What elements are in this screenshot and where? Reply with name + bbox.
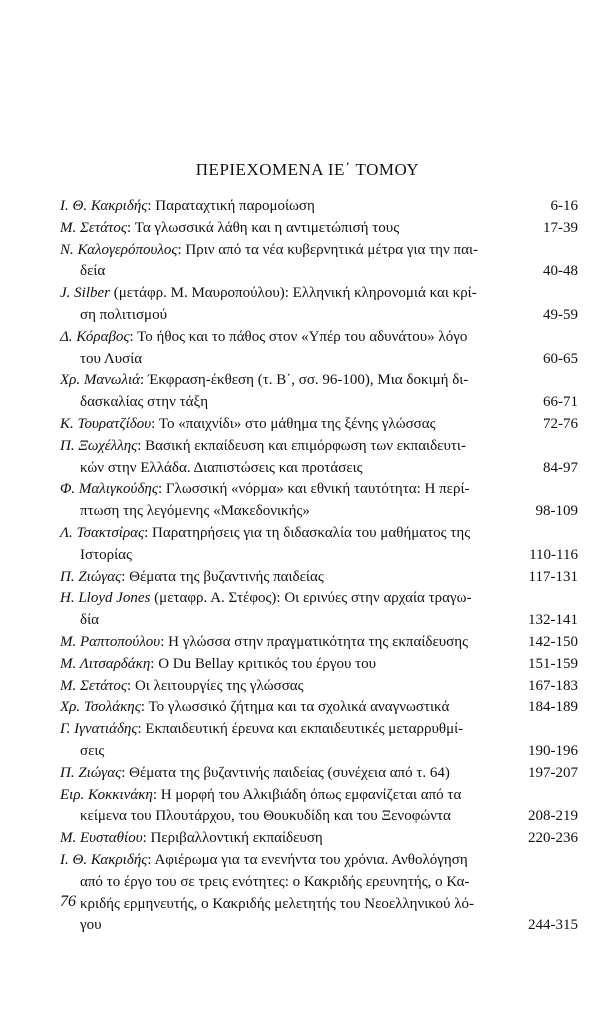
toc-pages: 151-159 [528, 655, 578, 672]
toc-author: H. Lloyd Jones [60, 590, 151, 607]
toc-pages: 117-131 [528, 568, 578, 585]
toc-title-line: Περιβαλλοντική εκπαίδευση [150, 830, 323, 847]
toc-author: Μ. Σετάτος [60, 219, 128, 236]
toc-author: Π. Ζιώγας [60, 568, 122, 585]
toc-entry-text: Ι. Θ. Κακριδής: Αφιέρωμα για τα ενενήντα του χρόνια. Ανθολόγηση από το έργο του σε τρεις ενότητες: ο Κακριδής ερευνητής, ο Κα- κριδής ερμηνευτής, ο Κακριδής μελετητής του Νεοελληνικού λό- γου [60, 850, 528, 937]
toc-pages: 197-207 [528, 764, 578, 781]
toc-pages: 244-315 [528, 917, 578, 934]
toc-entry-text: Ι. Θ. Κακριδής: Παραταχτική παρομοίωση [60, 198, 315, 214]
toc-entry [60, 632, 578, 654]
toc-entry-text: Π. Ξωχέλλης: Βασική εκπαίδευση και επιμόρφωση των εκπαιδευτι- κών στην Ελλάδα. Διαπιστώσεις και προτάσεις [60, 436, 543, 480]
toc-pages: 167-183 [528, 677, 578, 694]
toc-entry-text: Μ. Σετάτος: Τα γλωσσικά λάθη και η αντιμετώπισή τους [60, 219, 400, 236]
toc-title-line: Το «παιχνίδι» στο μάθημα της ξένης γλώσσας [158, 415, 436, 432]
table-of-contents [60, 196, 578, 937]
toc-title-line: ση πολιτισμού [80, 306, 167, 323]
toc-entry-text: Μ. Λιτσαρδάκη: Ο Du Bellay κριτικός του έργου του [60, 655, 377, 672]
toc-author: Μ. Ραπτοπούλου [60, 633, 161, 650]
toc-entry [60, 654, 578, 676]
toc-pages: 190-196 [528, 742, 578, 759]
toc-title-line: Αφιέρωμα για τα ενενήντα του χρόνια. Ανθολόγηση [154, 851, 468, 868]
toc-title-line: (μετάφρ. Μ. Μαυροπούλου): Ελληνική κληρονομιά και κρί- [113, 285, 477, 302]
toc-entry-text: Μ. Σετάτος: Οι λειτουργίες της γλώσσας [60, 677, 304, 694]
toc-author: Δ. Κόραβος [60, 328, 130, 345]
toc-title-line: Θέματα της βυζαντινής παιδείας [129, 568, 324, 585]
toc-entry [60, 850, 578, 937]
toc-title-line: γου [80, 917, 102, 934]
toc-title-line: δεία [80, 263, 106, 280]
toc-author: Φ. Μαλιγκούδης [60, 481, 158, 498]
toc-entry-text [60, 588, 528, 632]
toc-pages: 132-141 [528, 612, 578, 629]
toc-title-line: Το ήθος και το πάθος στον «Υπέρ του αδυνάτου» λόγο [137, 328, 468, 345]
toc-author: J. Silber [60, 285, 110, 302]
toc-entry-text: Π. Ζιώγας: Θέματα της βυζαντινής παιδείας [60, 568, 324, 585]
toc-entry-text [60, 283, 543, 327]
toc-author: Λ. Τσακτσίρας [60, 524, 145, 541]
toc-pages: 110-116 [529, 546, 578, 563]
toc-author: Χρ. Τσολάκης [60, 699, 141, 716]
page-title: ΠΕΡΙΕΧΟΜΕΝΑ ΙΕ΄ ΤΟΜΟΥ [195, 160, 420, 179]
toc-pages: 208-219 [528, 808, 578, 825]
toc-entry [60, 828, 578, 850]
toc-title-line: κών στην Ελλάδα. Διαπιστώσεις και προτάσεις [80, 459, 363, 476]
toc-title-line: δασκαλίας στην τάξη [80, 394, 209, 411]
toc-entry-text: Δ. Κόραβος: Το ήθος και το πάθος στον «Υπέρ του αδυνάτου» λόγο του Λυσία [60, 327, 543, 371]
toc-entry-text: Π. Ζιώγας: Θέματα της βυζαντινής παιδείας (συνέχεια από τ. 64) [60, 764, 450, 781]
toc-title-line: δία [80, 612, 99, 629]
toc-entry [60, 283, 578, 327]
toc-title-line: πτωση της λεγόμενης «Μακεδονικής» [80, 503, 310, 520]
toc-entry [60, 479, 578, 523]
toc-author: Ν. Καλογερόπουλος [60, 241, 178, 258]
toc-title-line: Εκπαιδευτική έρευνα και εκπαιδευτικές μεταρρυθμί- [145, 721, 464, 738]
toc-entry [60, 785, 578, 829]
toc-entry [60, 436, 578, 480]
toc-entry [60, 588, 578, 632]
toc-pages: 40-48 [543, 263, 578, 280]
toc-entry-text: Χρ. Τσολάκης: Το γλωσσικό ζήτημα και τα σχολικά αναγνωστικά [60, 699, 450, 716]
toc-title-line: Πριν από τα νέα κυβερνητικά μέτρα για την παι- [185, 241, 478, 258]
toc-pages: 84-97 [543, 459, 578, 476]
toc-author: Κ. Τουρατζίδου [60, 415, 152, 432]
toc-title-line: Παραταχτική παρομοίωση [155, 198, 315, 214]
toc-title-line: κείμενα του Πλουτάρχου, του Θουκυδίδη και του Ξενοφώντα [80, 808, 451, 825]
toc-title-line: Βασική εκπαίδευση και επιμόρφωση των εκπαιδευτι- [145, 437, 466, 454]
toc-entry [60, 218, 578, 240]
toc-pages: 220-236 [528, 830, 578, 847]
toc-entry [60, 240, 578, 284]
toc-title-line: Έκφραση-έκθεση (τ. Β΄, σσ. 96-100), Μια δοκιμή δι- [147, 372, 469, 389]
toc-title-line: Ιστορίας [80, 546, 132, 563]
toc-entry [60, 567, 578, 589]
toc-author: Π. Ξωχέλλης [60, 437, 138, 454]
toc-title-line: κριδής ερμηνευτής, ο Κακριδής μελετητής του Νεοελληνικού λό- [80, 895, 474, 912]
toc-title-line: Τα γλωσσικά λάθη και η αντιμετώπισή τους [134, 219, 400, 236]
toc-entry [60, 196, 578, 218]
toc-title-line: από το έργο του σε τρεις ενότητες: ο Κακριδής ερευνητής, ο Κα- [80, 873, 470, 890]
toc-entry-text: Χρ. Μανωλιά: Έκφραση-έκθεση (τ. Β΄, σσ. 96-100), Μια δοκιμή δι- δασκαλίας στην τάξη [60, 370, 543, 414]
toc-entry [60, 676, 578, 698]
toc-author: Γ. Ιγνατιάδης [60, 721, 138, 738]
toc-title-line: Ο Du Bellay κριτικός του έργου του [158, 655, 377, 672]
toc-pages: 17-39 [543, 219, 578, 236]
toc-pages: 98-109 [535, 503, 578, 520]
toc-title-line: σεις [80, 742, 105, 759]
toc-title-line: Το γλωσσικό ζήτημα και τα σχολικά αναγνωστικά [148, 699, 450, 716]
toc-entry [60, 370, 578, 414]
toc-title-line: Η γλώσσα στην πραγματικότητα της εκπαίδευσης [168, 633, 469, 650]
toc-title-line: Παρατηρήσεις για τη διδασκαλία του μαθήματος της [152, 524, 471, 541]
toc-entry-text: Κ. Τουρατζίδου: Το «παιχνίδι» στο μάθημα της ξένης γλώσσας [60, 415, 436, 432]
toc-pages: 72-76 [543, 415, 578, 432]
toc-pages: 49-59 [543, 306, 578, 323]
toc-pages: 66-71 [543, 394, 578, 411]
toc-entry-text: Γ. Ιγνατιάδης: Εκπαιδευτική έρευνα και εκπαιδευτικές μεταρρυθμί- σεις [60, 719, 528, 763]
toc-entry-text: Ν. Καλογερόπουλος: Πριν από τα νέα κυβερνητικά μέτρα για την παι- δεία [60, 240, 543, 284]
toc-entry-text: Ειρ. Κοκκινάκη: Η μορφή του Αλκιβιάδη όπως εμφανίζεται από τα κείμενα του Πλουτάρχου, του Θουκυδίδη και του Ξενοφώντα [60, 785, 528, 829]
toc-author: Χρ. Μανωλιά [60, 372, 141, 389]
toc-pages: 184-189 [528, 699, 578, 716]
toc-author: Μ. Σετάτος [60, 677, 128, 694]
toc-author: Ι. Θ. Κακριδής [60, 198, 148, 214]
toc-entry [60, 523, 578, 567]
toc-entry [60, 763, 578, 785]
toc-author: Ι. Θ. Κακριδής [60, 851, 148, 868]
toc-author: Π. Ζιώγας [60, 764, 122, 781]
toc-pages: 6-16 [550, 198, 578, 214]
toc-entry-text: Μ. Ραπτοπούλου: Η γλώσσα στην πραγματικότητα της εκπαίδευσης [60, 633, 469, 650]
toc-title-line: Η μορφή του Αλκιβιάδη όπως εμφανίζεται από τα [160, 786, 462, 803]
page-number: 76 [60, 893, 76, 910]
toc-title-line: του Λυσία [80, 350, 143, 367]
toc-entry [60, 414, 578, 436]
toc-title-line: Γλωσσική «νόρμα» και εθνική ταυτότητα: Η περί- [165, 481, 470, 498]
toc-author: Μ. Ευσταθίου [60, 830, 143, 847]
toc-entry [60, 719, 578, 763]
toc-title-line: Θέματα της βυζαντινής παιδείας (συνέχεια από τ. 64) [129, 764, 450, 781]
toc-title-line: Οι λειτουργίες της γλώσσας [134, 677, 304, 694]
toc-pages: 60-65 [543, 350, 578, 367]
toc-entry [60, 697, 578, 719]
toc-title-line: (μεταφρ. Α. Στέφος): Οι ερινύες στην αρχαία τραγω- [154, 590, 472, 607]
toc-entry-text: Φ. Μαλιγκούδης: Γλωσσική «νόρμα» και εθνική ταυτότητα: Η περί- πτωση της λεγόμενης «Μακεδονικής» [60, 479, 536, 523]
toc-entry-text: Λ. Τσακτσίρας: Παρατηρήσεις για τη διδασκαλία του μαθήματος της Ιστορίας [60, 523, 529, 567]
toc-author: Ειρ. Κοκκινάκη [60, 786, 153, 803]
toc-entry [60, 327, 578, 371]
toc-pages: 142-150 [528, 633, 578, 650]
toc-author: Μ. Λιτσαρδάκη [60, 655, 151, 672]
toc-entry-text: Μ. Ευσταθίου: Περιβαλλοντική εκπαίδευση [60, 830, 323, 847]
